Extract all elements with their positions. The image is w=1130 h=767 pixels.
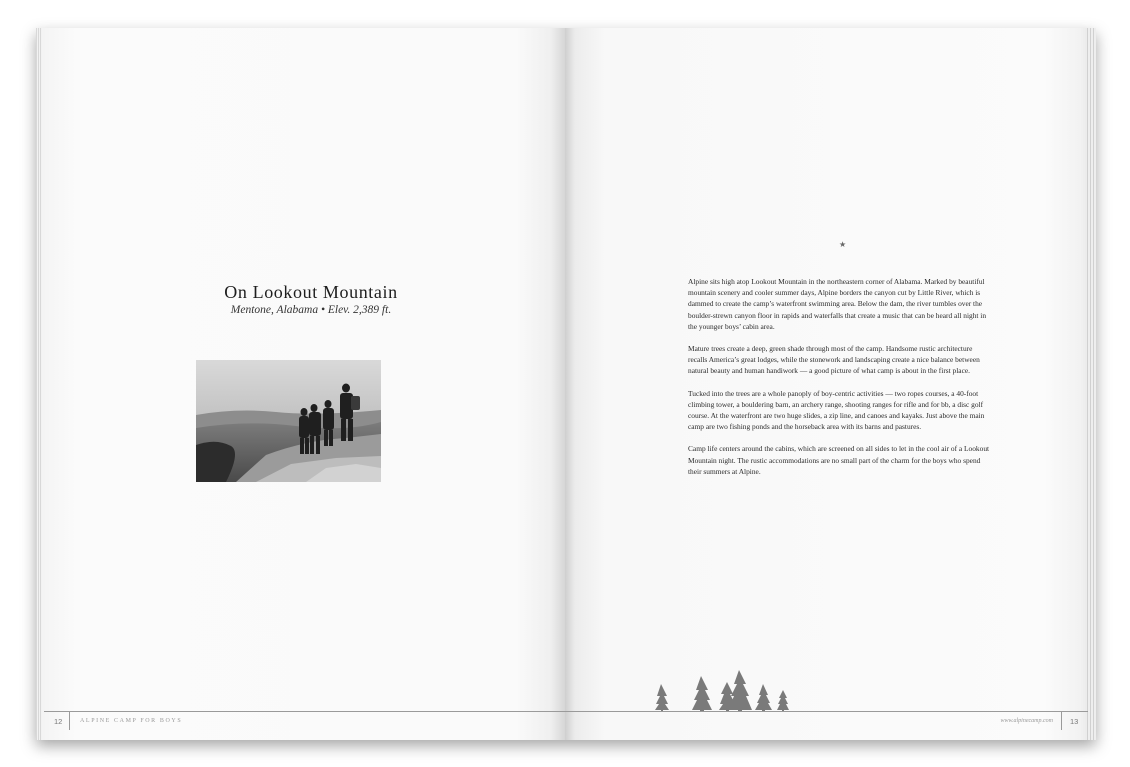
page-edge (36, 28, 42, 740)
page-edge (1087, 28, 1096, 740)
running-head: ALPINE CAMP FOR BOYS (80, 718, 183, 724)
page-number: 12 (54, 717, 63, 726)
folio-divider (1061, 712, 1062, 730)
footer-rule (44, 711, 565, 712)
title-block (146, 282, 476, 316)
paragraph: Tucked into the trees are a whole panoply of boy-centric activities — two ropes courses, a 40-foot climbing tower, a bouldering barn, an archery range, shooting ranges for rifle and for bb, a disc golf course. At the waterfront are two huge slides, a zip line, and canoes and kayaks. Just above the main camp are two fishing ponds and the horseback area with its barns and pastures. (688, 388, 985, 432)
page-number: 13 (1070, 717, 1079, 726)
website-url: www.alpinecamp.com (1000, 718, 1053, 724)
pine-trees-icon (655, 666, 795, 717)
folio-divider (69, 712, 70, 730)
mountain-photo (196, 360, 381, 482)
paragraph: Mature trees create a deep, green shade through most of the camp. Handsome rustic architecture recalls America’s great lodges, while the stonework and landscaping create a nice balance between natural beauty and human handiwork — a good picture of what camp is about in the first place. (688, 344, 980, 376)
paragraph: Alpine sits high atop Lookout Mountain in the northeastern corner of Alabama. Marked by beautiful mountain scenery and cooler summer days, Alpine borders the canyon cut by Little River, which is dammed to create the camp’s waterfront swimming area. Below the dam, the river tumbles over the boulder-strewn canyon floor in rapids and waterfalls that create a music that can be heard all night in the younger boys’ cabin area. (688, 277, 987, 331)
right-page (565, 28, 1096, 740)
body-text (688, 276, 993, 488)
star-icon: ★ (839, 240, 847, 249)
left-page (36, 28, 565, 740)
paragraph: Camp life centers around the cabins, which are screened on all sides to let in the cool air of a Lookout Mountain night. The rustic accommodations are no small part of the charm for the boys who spend their summers at Alpine. (688, 444, 990, 476)
footer-rule (565, 711, 1088, 712)
page-title: On Lookout Mountain (224, 282, 398, 302)
page-subtitle: Mentone, Alabama • Elev. 2,389 ft. (230, 304, 392, 316)
